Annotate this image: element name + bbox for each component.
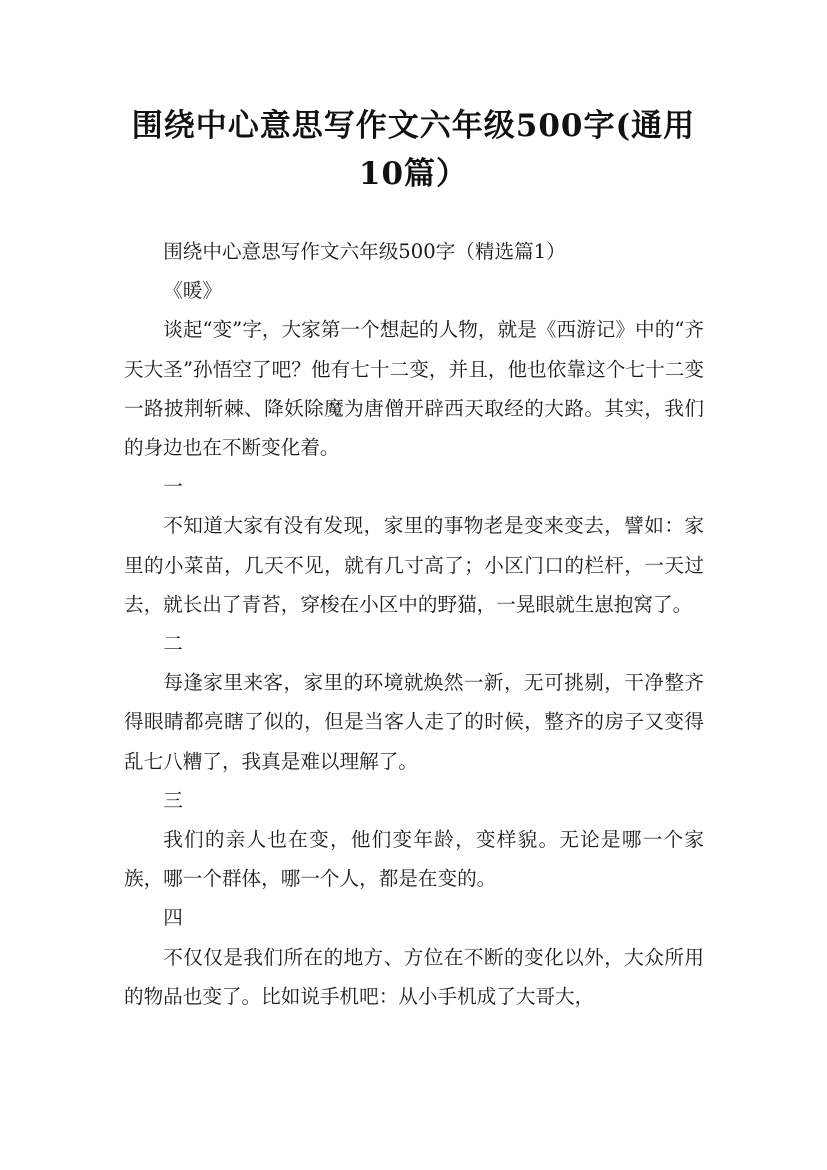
paragraph-4: 不仅仅是我们所在的地方、方位在不断的变化以外，大众所用的物品也变了。比如说手机吧：从小手机成了大哥大，	[124, 945, 704, 1008]
section-number-2: 二	[163, 632, 183, 656]
paragraph-1: 不知道大家有没有发现，家里的事物老是变来变去，譬如：家里的小菜苗，几天不见，就有几寸高了；小区门口的栏杆，一天过去，就长出了青苔，穿梭在小区中的野猫，一晃眼就生崽抱窝了。	[124, 514, 704, 616]
paragraph-intro: 谈起“变”字，大家第一个想起的人物，就是《西游记》中的“齐天大圣”孙悟空了吧？他有七十二变，并且，他也依靠这个七十二变一路披荆斩棘、降妖除魔为唐僧开辟西天取经的大路。其实，我们的身边也在不断变化着。	[124, 318, 704, 460]
paragraph-2: 每逢家里来客，家里的环境就焕然一新，无可挑剔，干净整齐得眼睛都亮瞎了似的，但是当客人走了的时候，整齐的房子又变得乱七八糟了，我真是难以理解了。	[124, 671, 704, 773]
section-heading: 围绕中心意思写作文六年级500字（精选篇1）	[163, 240, 566, 263]
essay-title: 《暖》	[163, 279, 222, 303]
section-number-1: 一	[163, 475, 183, 499]
document-body	[124, 232, 704, 1016]
section-number-4: 四	[163, 906, 183, 930]
paragraph-3: 我们的亲人也在变，他们变年龄，变样貌。无论是哪一个家族，哪一个群体，哪一个人，都是在变的。	[124, 828, 704, 891]
document-title: 围绕中心意思写作文六年级500字(通用10篇）	[131, 108, 696, 192]
section-number-3: 三	[163, 788, 183, 812]
